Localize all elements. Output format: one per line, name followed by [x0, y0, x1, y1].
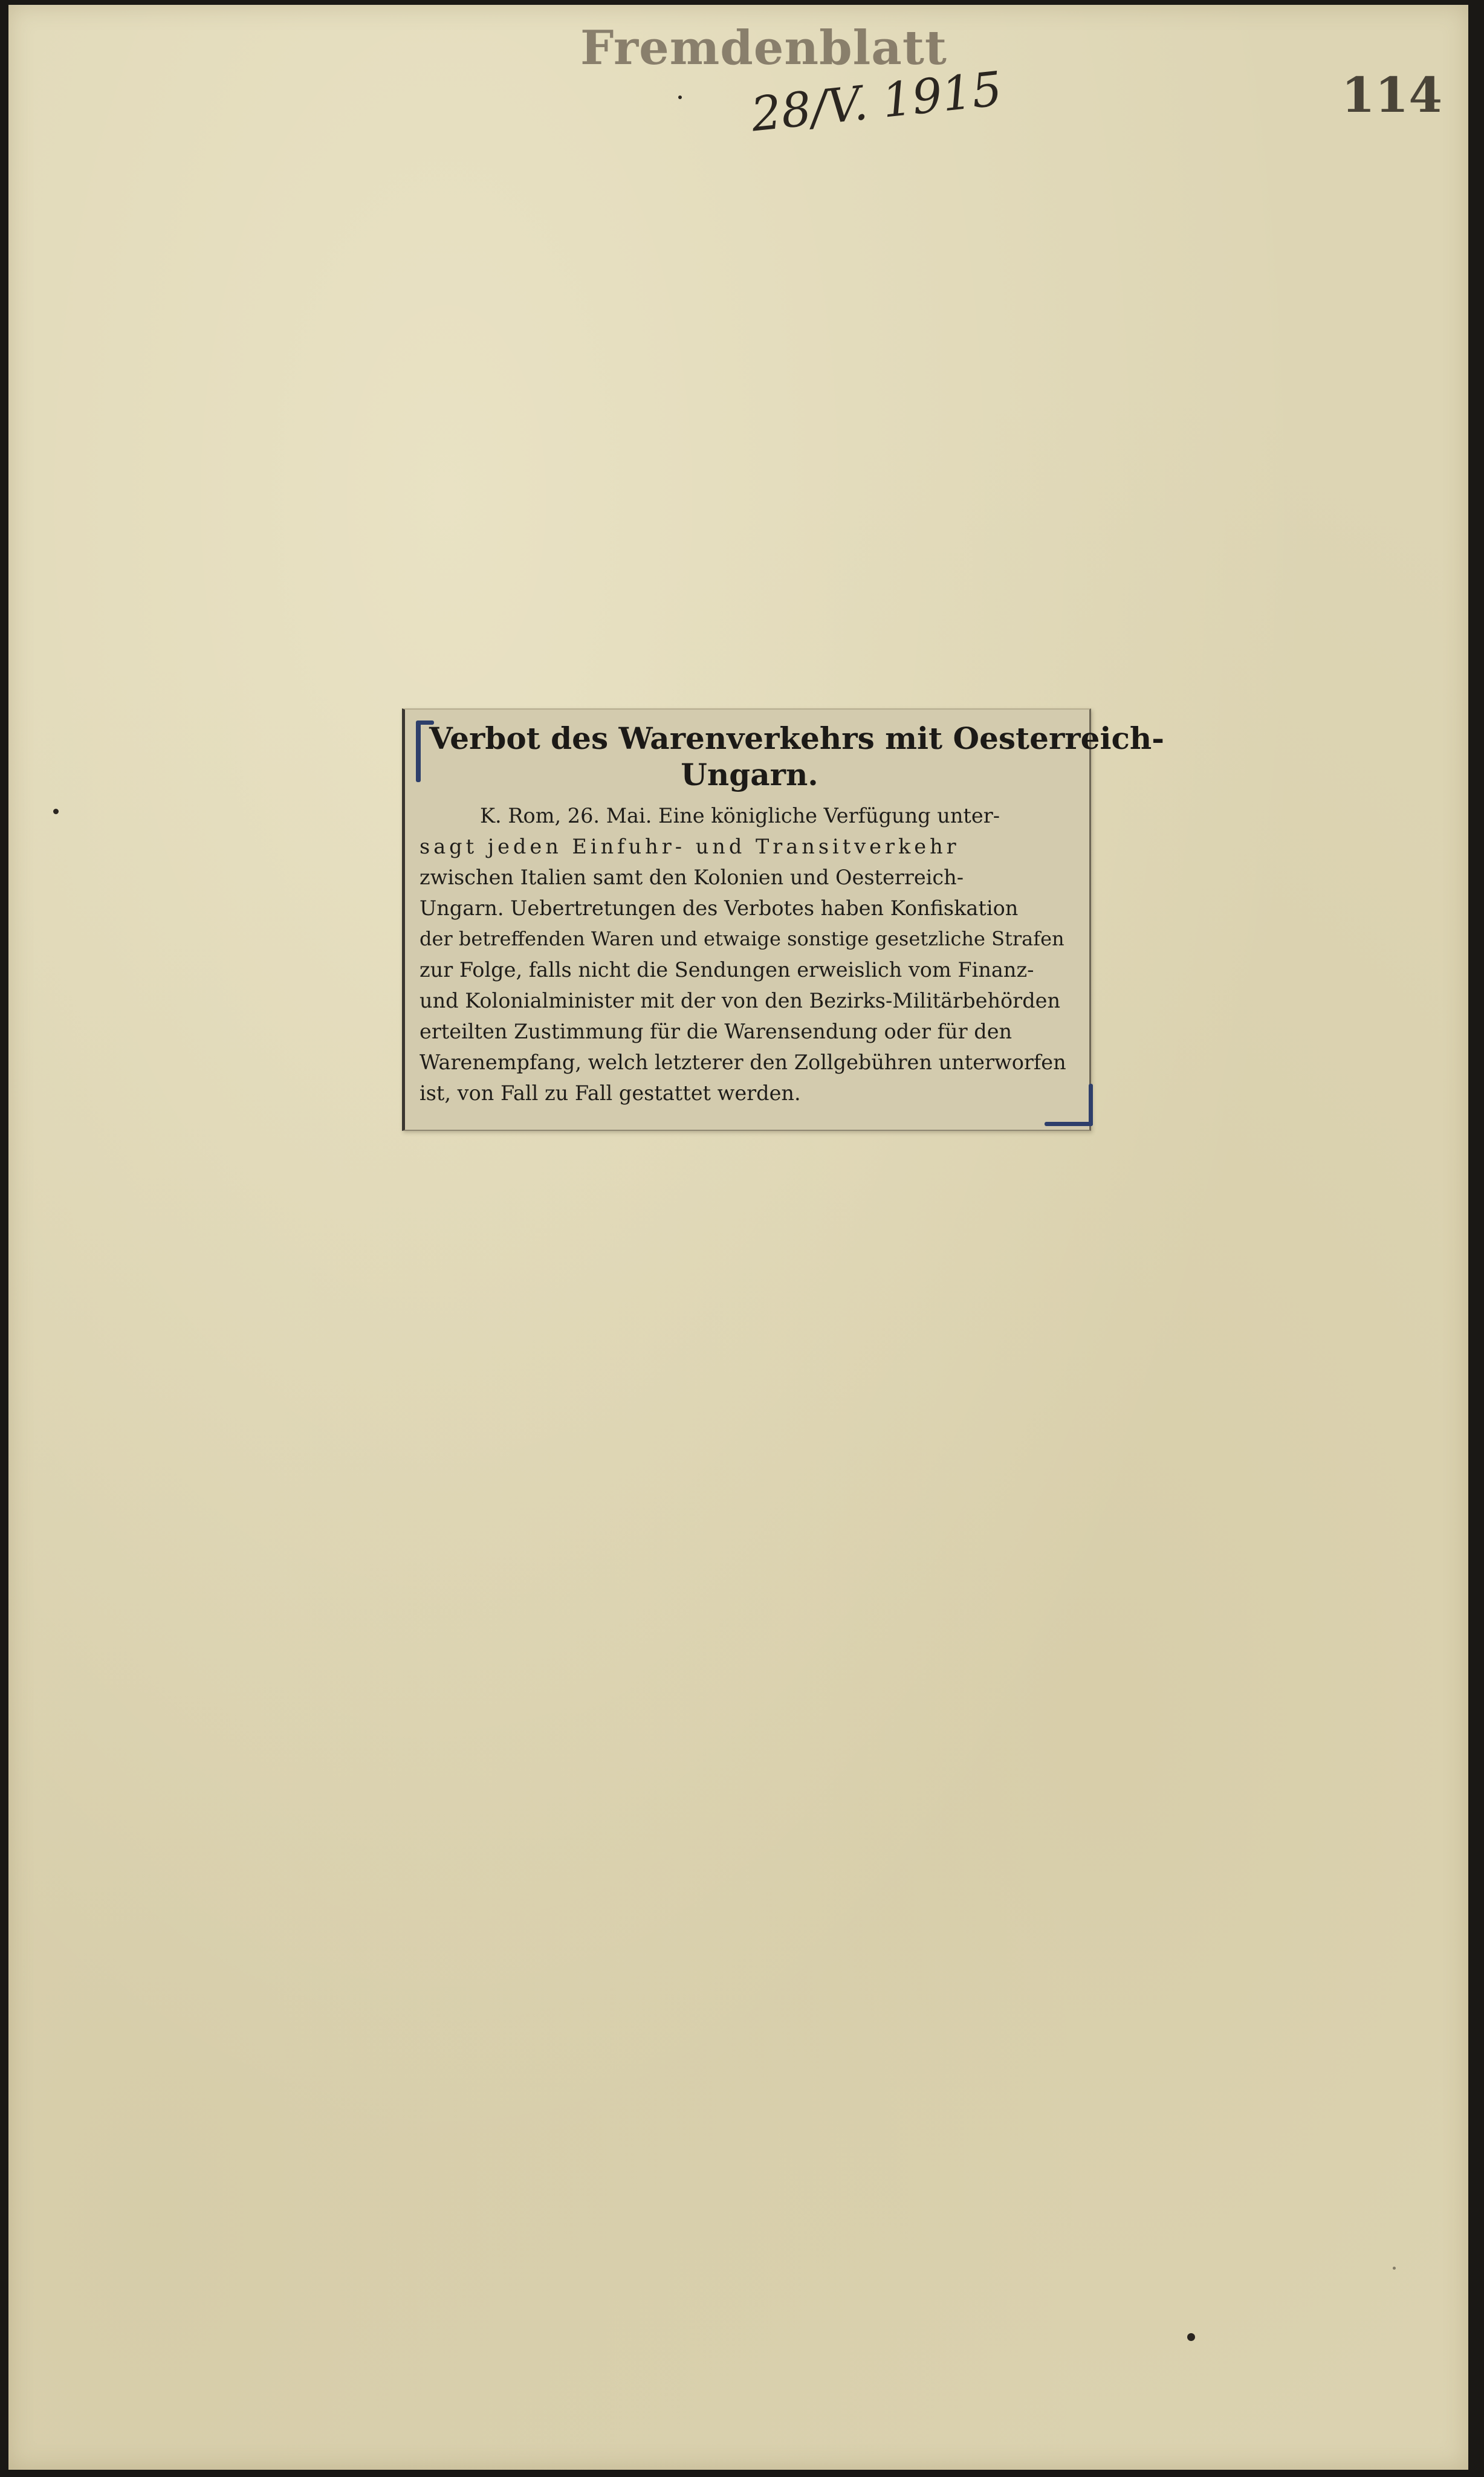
paper-speck [53, 809, 59, 814]
body-line: und Kolonialminister mit der von den Bezirks-Militärbehörden [420, 989, 1061, 1012]
body-line: Ungarn. Uebertretungen des Verbotes haben Konfiskation [420, 896, 1019, 920]
newspaper-stamp: Fremdenblatt [580, 21, 947, 76]
body-line: sagt jeden Einfuhr- und Transitverkehr [420, 835, 960, 858]
handwritten-date: 28/V. 1915 [748, 62, 1005, 143]
blue-pencil-mark-icon [1089, 1084, 1093, 1126]
body-line: Warenempfang, welch letzterer den Zollgebühren unterworfen [420, 1051, 1066, 1074]
body-line: erteilten Zustimmung für die Warensendung oder für den [420, 1020, 1013, 1043]
blue-pencil-mark-icon [1045, 1122, 1093, 1126]
blue-pencil-mark-icon [416, 722, 421, 782]
paper-speck [678, 96, 682, 99]
body-line: K. Rom, 26. Mai. Eine königliche Verfügung unter- [480, 804, 1000, 827]
headline-line: Verbot des Warenverkehrs mit Oesterreich- [429, 720, 1164, 756]
clipping-body [420, 800, 1078, 1109]
body-line: zur Folge, falls nicht die Sendungen erweislich vom Finanz- [420, 958, 1034, 982]
newspaper-clipping [402, 708, 1164, 1131]
headline-line: Ungarn. [681, 757, 818, 792]
clipping-headline [429, 720, 1164, 793]
body-line: ist, von Fall zu Fall gestattet werden. [420, 1081, 801, 1105]
body-line: der betreffenden Waren und etwaige sonstige gesetzliche Strafen [420, 927, 1064, 950]
paper-speck [1393, 2267, 1396, 2270]
page-number: 114 [1341, 66, 1442, 123]
archive-sheet [8, 5, 1468, 2470]
body-line: zwischen Italien samt den Kolonien und Oesterreich- [420, 866, 964, 889]
paper-speck [1187, 2333, 1195, 2341]
